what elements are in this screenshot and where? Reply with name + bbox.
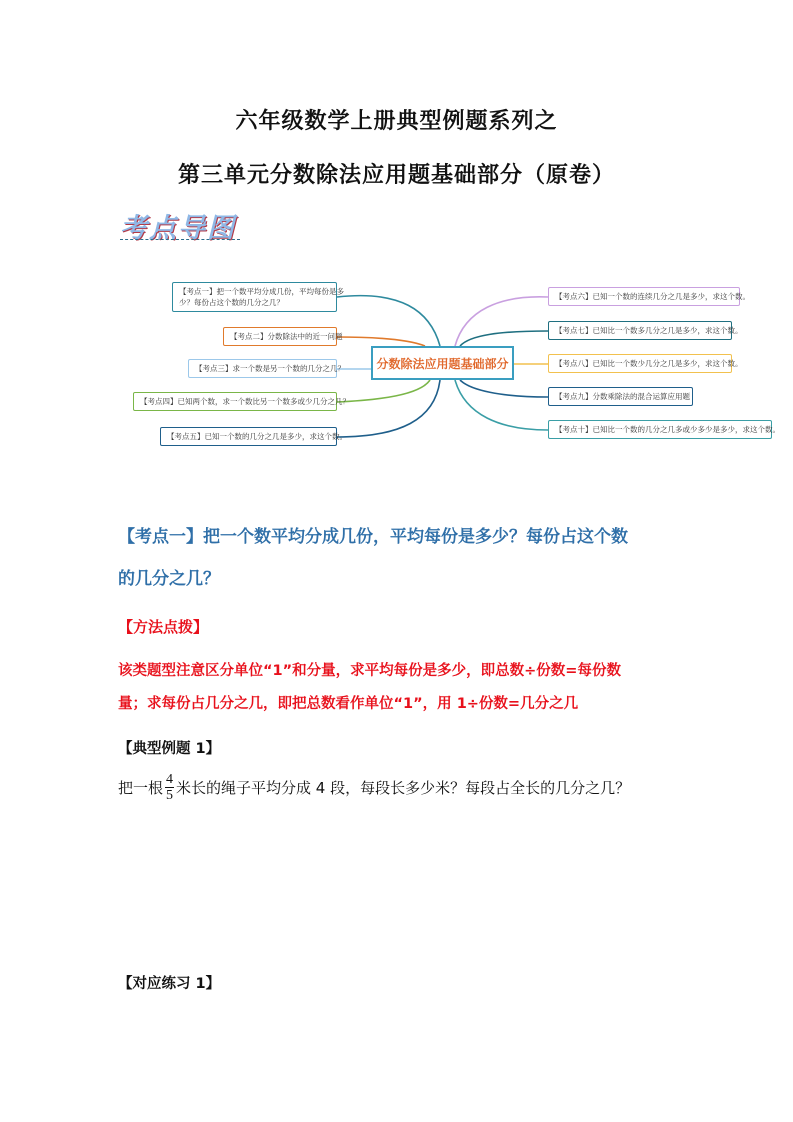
node-text: 【考点九】分数乘除法的混合运算应用题 <box>555 392 690 401</box>
mindmap-node-kaodian-7 <box>548 321 743 340</box>
mindmap-node-kaodian-4 <box>133 392 350 411</box>
mindmap-node-kaodian-1 <box>172 282 344 312</box>
node-text: 【考点四】已知两个数，求一个数比另一个数多或少几分之几？ <box>140 397 350 406</box>
practice-label: 【对应练习 1】 <box>118 976 221 992</box>
document-title-line2: 第三单元分数除法应用题基础部分（原卷） <box>177 163 615 188</box>
mindmap-node-kaodian-5 <box>160 427 347 446</box>
node-text: 【考点一】把一个数平均分成几份，平均每份是多 <box>179 287 344 296</box>
node-text: 【考点五】已知一个数的几分之几是多少，求这个数。 <box>167 432 347 441</box>
mindmap-node-kaodian-3 <box>188 359 345 378</box>
fraction-denominator: 5 <box>166 788 174 803</box>
document-title-line1: 六年级数学上册典型例题系列之 <box>235 109 558 134</box>
method-text-line2: 量；求每份占几分之几，即把总数看作单位“1”，用 1÷份数=几分之几 <box>118 696 579 712</box>
question-prefix: 把一根 <box>118 779 164 797</box>
example-label: 【典型例题 1】 <box>118 741 221 757</box>
mindmap-node-kaodian-2 <box>223 327 343 346</box>
question-suffix: 米长的绳子平均分成 4 段，每段长多少米？每段占全长的几分之几？ <box>176 779 631 797</box>
mindmap-center-node: 分数除法应用题基础部分 <box>371 346 514 380</box>
node-text: 【考点十】已知比一个数的几分之几多或少多少是多少，求这个数。 <box>555 425 780 434</box>
fraction-numerator: 4 <box>166 772 174 787</box>
section-banner: 考点导图 <box>120 213 236 244</box>
method-label: 【方法点拨】 <box>118 618 209 636</box>
mindmap-node-kaodian-8 <box>548 354 743 373</box>
node-text: 【考点七】已知比一个数多几分之几是多少，求这个数。 <box>555 326 743 335</box>
example-question <box>118 772 630 803</box>
mindmap-node-kaodian-6 <box>548 287 750 306</box>
node-text: 少？每份占这个数的几分之几？ <box>179 298 284 307</box>
section-heading-line2: 的几分之几？ <box>118 569 220 589</box>
node-text: 【考点二】分数除法中的近一问题 <box>230 332 343 341</box>
method-text-line1: 该类题型注意区分单位“1”和分量，求平均每份是多少，即总数÷份数=每份数 <box>118 663 621 679</box>
mindmap-node-kaodian-10 <box>548 420 780 439</box>
mindmap-node-kaodian-9 <box>548 387 693 406</box>
fraction <box>165 772 174 803</box>
node-text: 【考点三】求一个数是另一个数的几分之几？ <box>195 364 345 373</box>
section-heading-line1: 【考点一】把一个数平均分成几份，平均每份是多少？每份占这个数 <box>118 527 628 547</box>
node-text: 【考点六】已知一个数的连续几分之几是多少，求这个数。 <box>555 292 750 301</box>
node-text: 【考点八】已知比一个数少几分之几是多少，求这个数。 <box>555 359 743 368</box>
